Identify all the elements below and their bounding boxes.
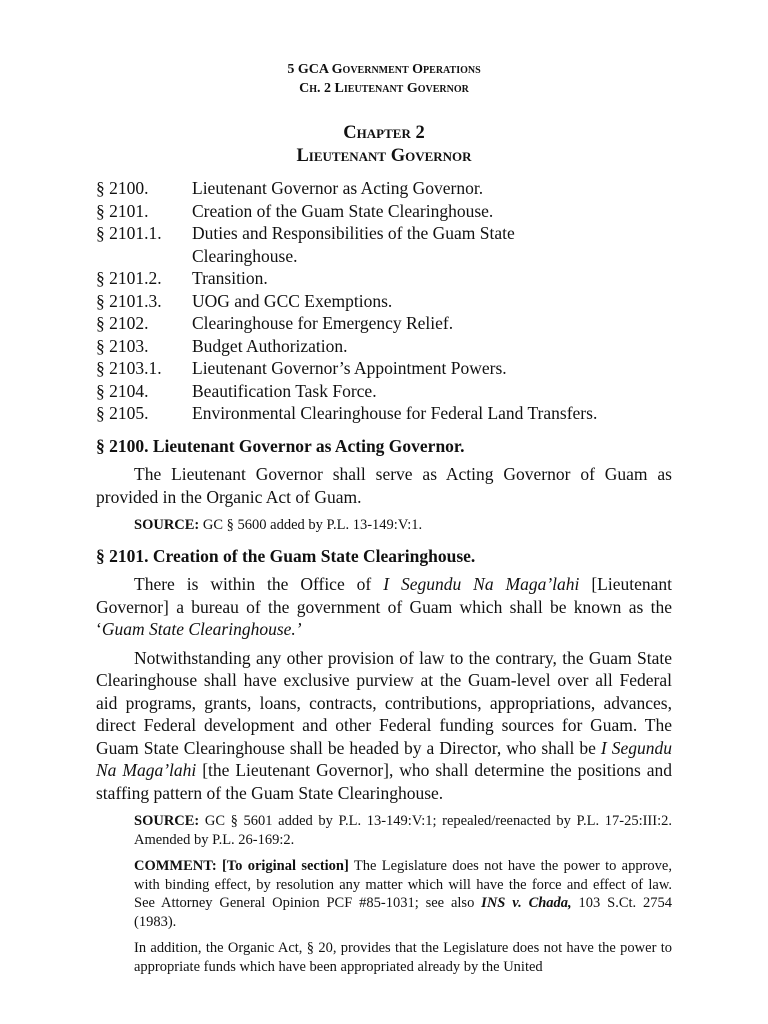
comment-text: 103 S.Ct. 2754 (1983).	[134, 895, 673, 930]
section-heading-2100: § 2100. Lieutenant Governor as Acting Governor.	[96, 435, 465, 456]
section-2101-paragraph-1	[96, 573, 672, 641]
toc-item	[96, 357, 672, 380]
toc-item	[96, 380, 672, 403]
toc-item	[96, 335, 672, 358]
toc-item	[96, 222, 672, 267]
toc-item	[96, 312, 672, 335]
document-page	[96, 60, 672, 976]
source-note-2101	[134, 812, 672, 849]
running-header-title: 5 GCA Government Operations	[287, 62, 481, 77]
toc-section-title: Lieutenant Governor as Acting Governor.	[192, 178, 484, 198]
chapter-title: Lieutenant Governor	[296, 146, 472, 166]
toc-item	[96, 177, 672, 200]
toc-section-number: § 2101.	[96, 200, 149, 221]
section-2101-paragraph-2	[96, 647, 672, 805]
text-run: [Lieutenant Governor] a bureau of the government of Guam which shall be known as the ‘	[96, 574, 673, 639]
source-text: GC § 5600 added by P.L. 13-149:V:1.	[199, 517, 423, 533]
toc-section-number: § 2101.1.	[96, 223, 162, 243]
text-run: There is within the Office of	[134, 574, 384, 594]
table-of-contents	[96, 177, 672, 425]
text-run-italic: I Segundu Na Maga’lahi	[383, 574, 580, 594]
toc-item	[96, 290, 672, 313]
toc-section-number: § 2103.	[96, 335, 149, 356]
section-heading-2101: § 2101. Creation of the Guam State Clearinghouse.	[96, 545, 476, 566]
toc-section-title: Beautification Task Force.	[192, 380, 377, 401]
text-run-italic: I Segundu Na Maga’lahi	[96, 737, 672, 780]
toc-section-number: § 2103.1.	[96, 358, 162, 378]
toc-section-number: § 2101.3.	[96, 290, 162, 311]
toc-section-title: Lieutenant Governor’s Appointment Powers.	[192, 358, 507, 378]
toc-section-title: Creation of the Guam State Clearinghouse.	[192, 200, 494, 221]
toc-section-title: Duties and Responsibilities of the Guam State Clearinghouse.	[192, 223, 515, 266]
toc-section-number: § 2104.	[96, 380, 149, 401]
text-run: Notwithstanding any other provision of law to the contrary, the Guam State Clearinghouse shall have exclusive purview at the Guam-level over all Federal aid programs, grants, loans, contracts, contributions, appropriations, advances, direct Federal development and other Federal funding sources for Guam. The Guam State Clearinghouse shall be headed by a Director, who shall be	[96, 647, 672, 758]
running-header-chapter: Ch. 2 Lieutenant Governor	[299, 81, 469, 96]
toc-section-title: Budget Authorization.	[192, 335, 348, 356]
toc-section-title: Environmental Clearinghouse for Federal Land Transfers.	[192, 403, 598, 423]
source-text: GC § 5601 added by P.L. 13-149:V:1; repealed/reenacted by P.L. 17-25:III:2. Amended by P.L. 26-169:2.	[134, 813, 672, 848]
chapter-number: Chapter 2	[343, 123, 425, 143]
comment-text: The Legislature does not have the power to approve, with binding effect, by resolution any matter which will have the force and effect of law. See Attorney General Opinion PCF #85-1031; see also	[134, 858, 672, 911]
case-citation: INS v. Chada,	[481, 895, 572, 911]
toc-section-number: § 2105.	[96, 403, 149, 423]
toc-item	[96, 267, 672, 290]
toc-section-title: Transition.	[192, 268, 268, 288]
comment-note-2101-continued: In addition, the Organic Act, § 20, provides that the Legislature does not have the power to appropriate funds which have been appropriated already by the United	[134, 940, 672, 975]
toc-section-title: UOG and GCC Exemptions.	[192, 290, 393, 311]
source-label: SOURCE:	[134, 813, 200, 829]
text-run: [the Lieutenant Governor], who shall determine the positions and staffing pattern of the Guam State Clearinghouse.	[96, 760, 672, 803]
toc-item	[96, 200, 672, 223]
section-2100-paragraph: The Lieutenant Governor shall serve as Acting Governor of Guam as provided in the Organic Act of Guam.	[96, 464, 672, 507]
comment-note-2101	[134, 857, 672, 931]
source-label: SOURCE:	[134, 517, 200, 533]
toc-item	[96, 402, 672, 425]
toc-section-number: § 2101.2.	[96, 268, 162, 288]
toc-section-title: Clearinghouse for Emergency Relief.	[192, 313, 454, 333]
source-note-2100	[134, 516, 672, 535]
toc-section-number: § 2102.	[96, 313, 149, 333]
comment-label: COMMENT: [To original section]	[134, 858, 349, 874]
toc-section-number: § 2100.	[96, 178, 149, 198]
text-run-italic: Guam State Clearinghouse.’	[101, 619, 302, 639]
